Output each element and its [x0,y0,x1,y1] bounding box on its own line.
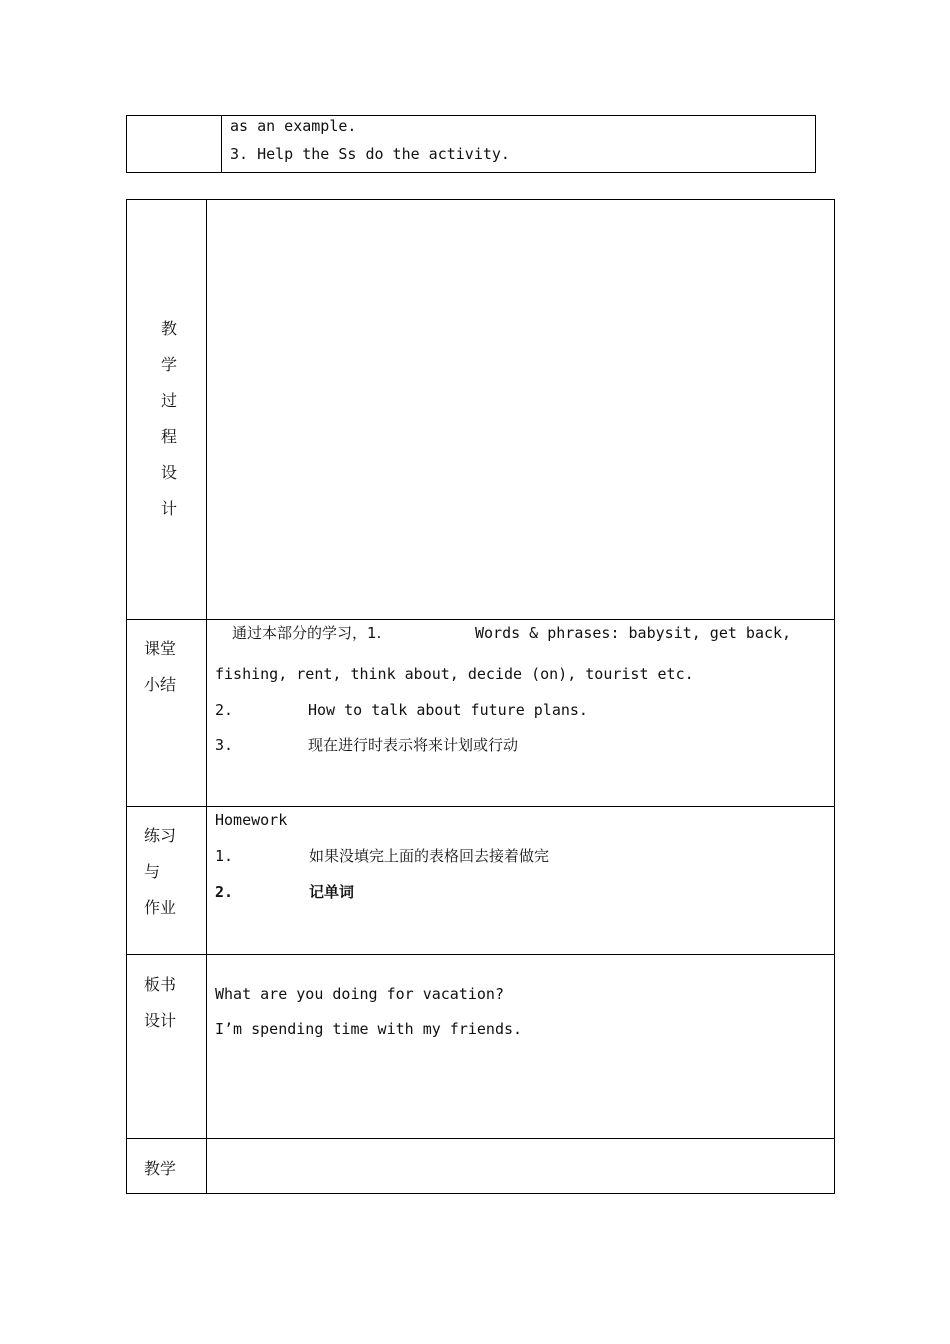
summary-label-line: 小结 [144,675,177,694]
top-table-line-2: 3. Help the Ss do the activity. [230,145,510,163]
homework-item-2-num: 2. [215,883,234,901]
homework-label-line: 作业 [144,898,177,917]
process-label-char: 程 [161,427,178,446]
summary-item-2-num: 2. [215,701,234,719]
reflection-label: 教学 [144,1159,177,1178]
summary-line-1-rest: Words & phrases: babysit, get back, [475,624,792,642]
board-label-line: 设计 [144,1011,177,1030]
board-line-2: I’m spending time with my friends. [215,1020,523,1038]
summary-line-1-prefix: 通过本部分的学习，1. [232,624,382,642]
summary-line-2: fishing, rent, think about, decide (on), tourist etc. [215,665,694,683]
board-line-1: What are you doing for vacation? [215,985,504,1003]
homework-item-1-num: 1. [215,847,234,865]
homework-label-line: 与 [144,862,161,881]
summary-item-2-text: How to talk about future plans. [308,701,588,719]
homework-item-1-text: 如果没填完上面的表格回去接着做完 [309,847,550,865]
summary-label-line: 课堂 [144,639,177,658]
process-label-char: 设 [161,463,178,482]
summary-item-3-num: 3. [215,736,234,754]
process-label-char: 学 [161,355,178,374]
board-label-line: 板书 [144,975,177,994]
process-label-char: 计 [161,499,178,518]
process-label-char: 过 [161,391,178,410]
homework-label-line: 练习 [144,826,177,845]
process-label-char: 教 [161,319,178,338]
top-table-line-1: as an example. [230,117,357,135]
homework-title: Homework [215,811,288,829]
summary-item-3-text: 现在进行时表示将来计划或行动 [308,736,519,754]
homework-item-2-text: 记单词 [309,883,355,901]
